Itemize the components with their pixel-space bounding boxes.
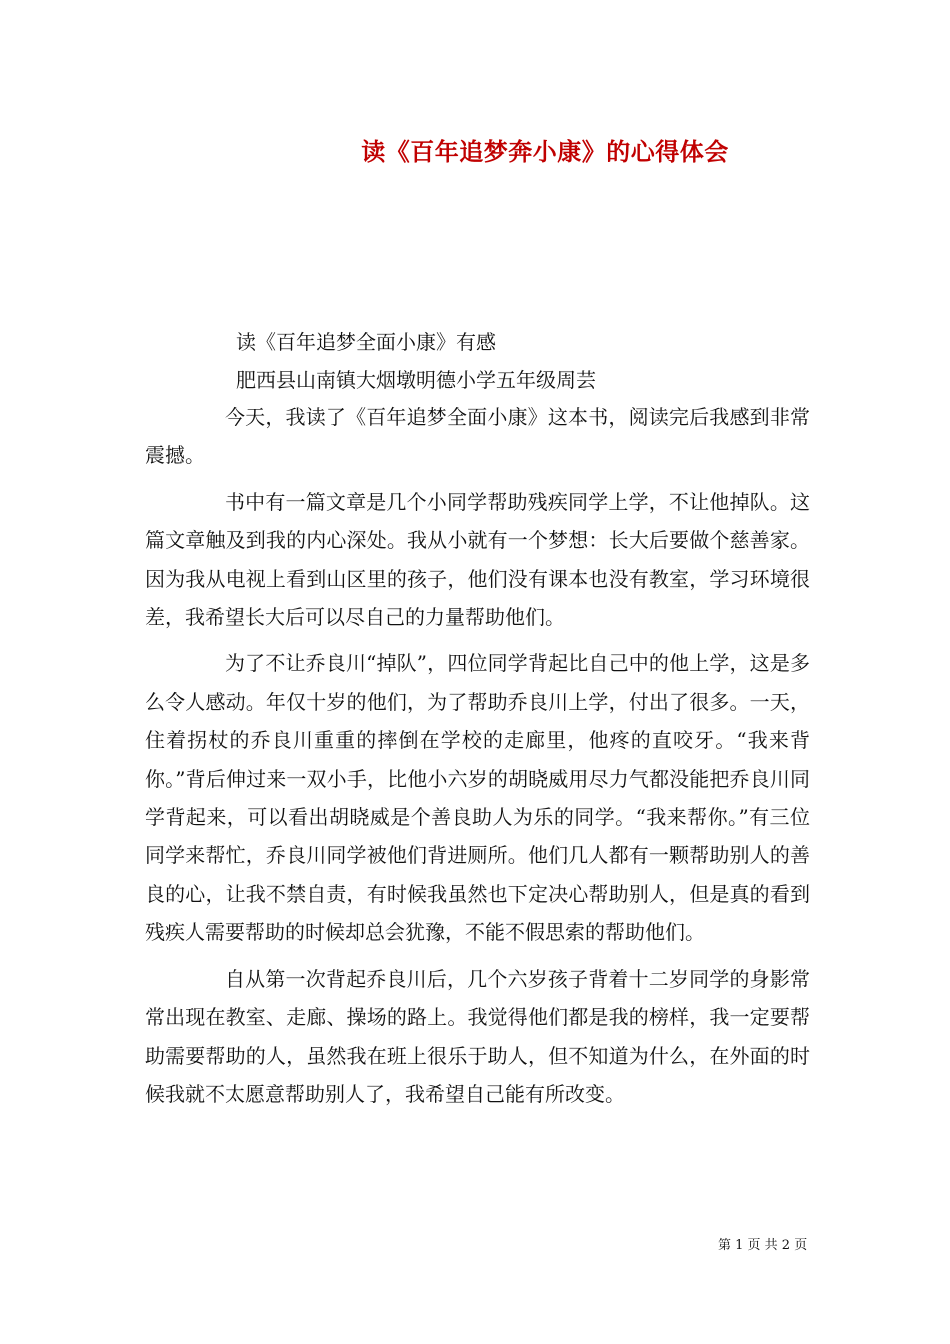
document-body xyxy=(145,398,810,1121)
document-subtitle: 读《百年追梦全面小康》有感 xyxy=(236,330,496,354)
document-author: 肥西县山南镇大烟墩明德小学五年级周芸 xyxy=(236,368,596,392)
body-paragraph: 自从第一次背起乔良川后，几个六岁孩子背着十二岁同学的身影常常出现在教室、走廊、操场的路上。我觉得他们都是我的榜样，我一定要帮助需要帮助的人，虽然我在班上很乐于助人，但不知道为什么，在外面的时候我就不太愿意帮助别人了，我希望自己能有所改变。 xyxy=(145,966,810,1106)
body-paragraph: 书中有一篇文章是几个小同学帮助残疾同学上学，不让他掉队。这篇文章触及到我的内心深处。我从小就有一个梦想：长大后要做个慈善家。因为我从电视上看到山区里的孩子，他们没有课本也没有教室，学习环境很差，我希望长大后可以尽自己的力量帮助他们。 xyxy=(145,489,810,630)
body-paragraph: 为了不让乔良川“掉队”，四位同学背起比自己中的他上学，这是多么令人感动。年仅十岁的他们，为了帮助乔良川上学，付出了很多。一天，住着拐杖的乔良川重重的摔倒在学校的走廊里，他疼的直咬牙。“我来背你。”背后伸过来一双小手，比他小六岁的胡晓威用尽力气都没能把乔良川同学背起来，可以看出胡晓威是个善良助人为乐的同学。“我来帮你。”有三位同学来帮忙，乔良川同学被他们背进厕所。他们几人都有一颗帮助别人的善良的心，让我不禁自责，有时候我虽然也下定决心帮助别人，但是真的看到残疾人需要帮助的时候却总会犹豫，不能不假思索的帮助他们。 xyxy=(145,651,810,945)
body-paragraph: 今天，我读了《百年追梦全面小康》这本书，阅读完后我感到非常震撼。 xyxy=(145,405,810,468)
page-number-footer: 第 1 页 共 2 页 xyxy=(718,1238,808,1253)
document-title: 读《百年追梦奔小康》的心得体会 xyxy=(361,137,729,166)
